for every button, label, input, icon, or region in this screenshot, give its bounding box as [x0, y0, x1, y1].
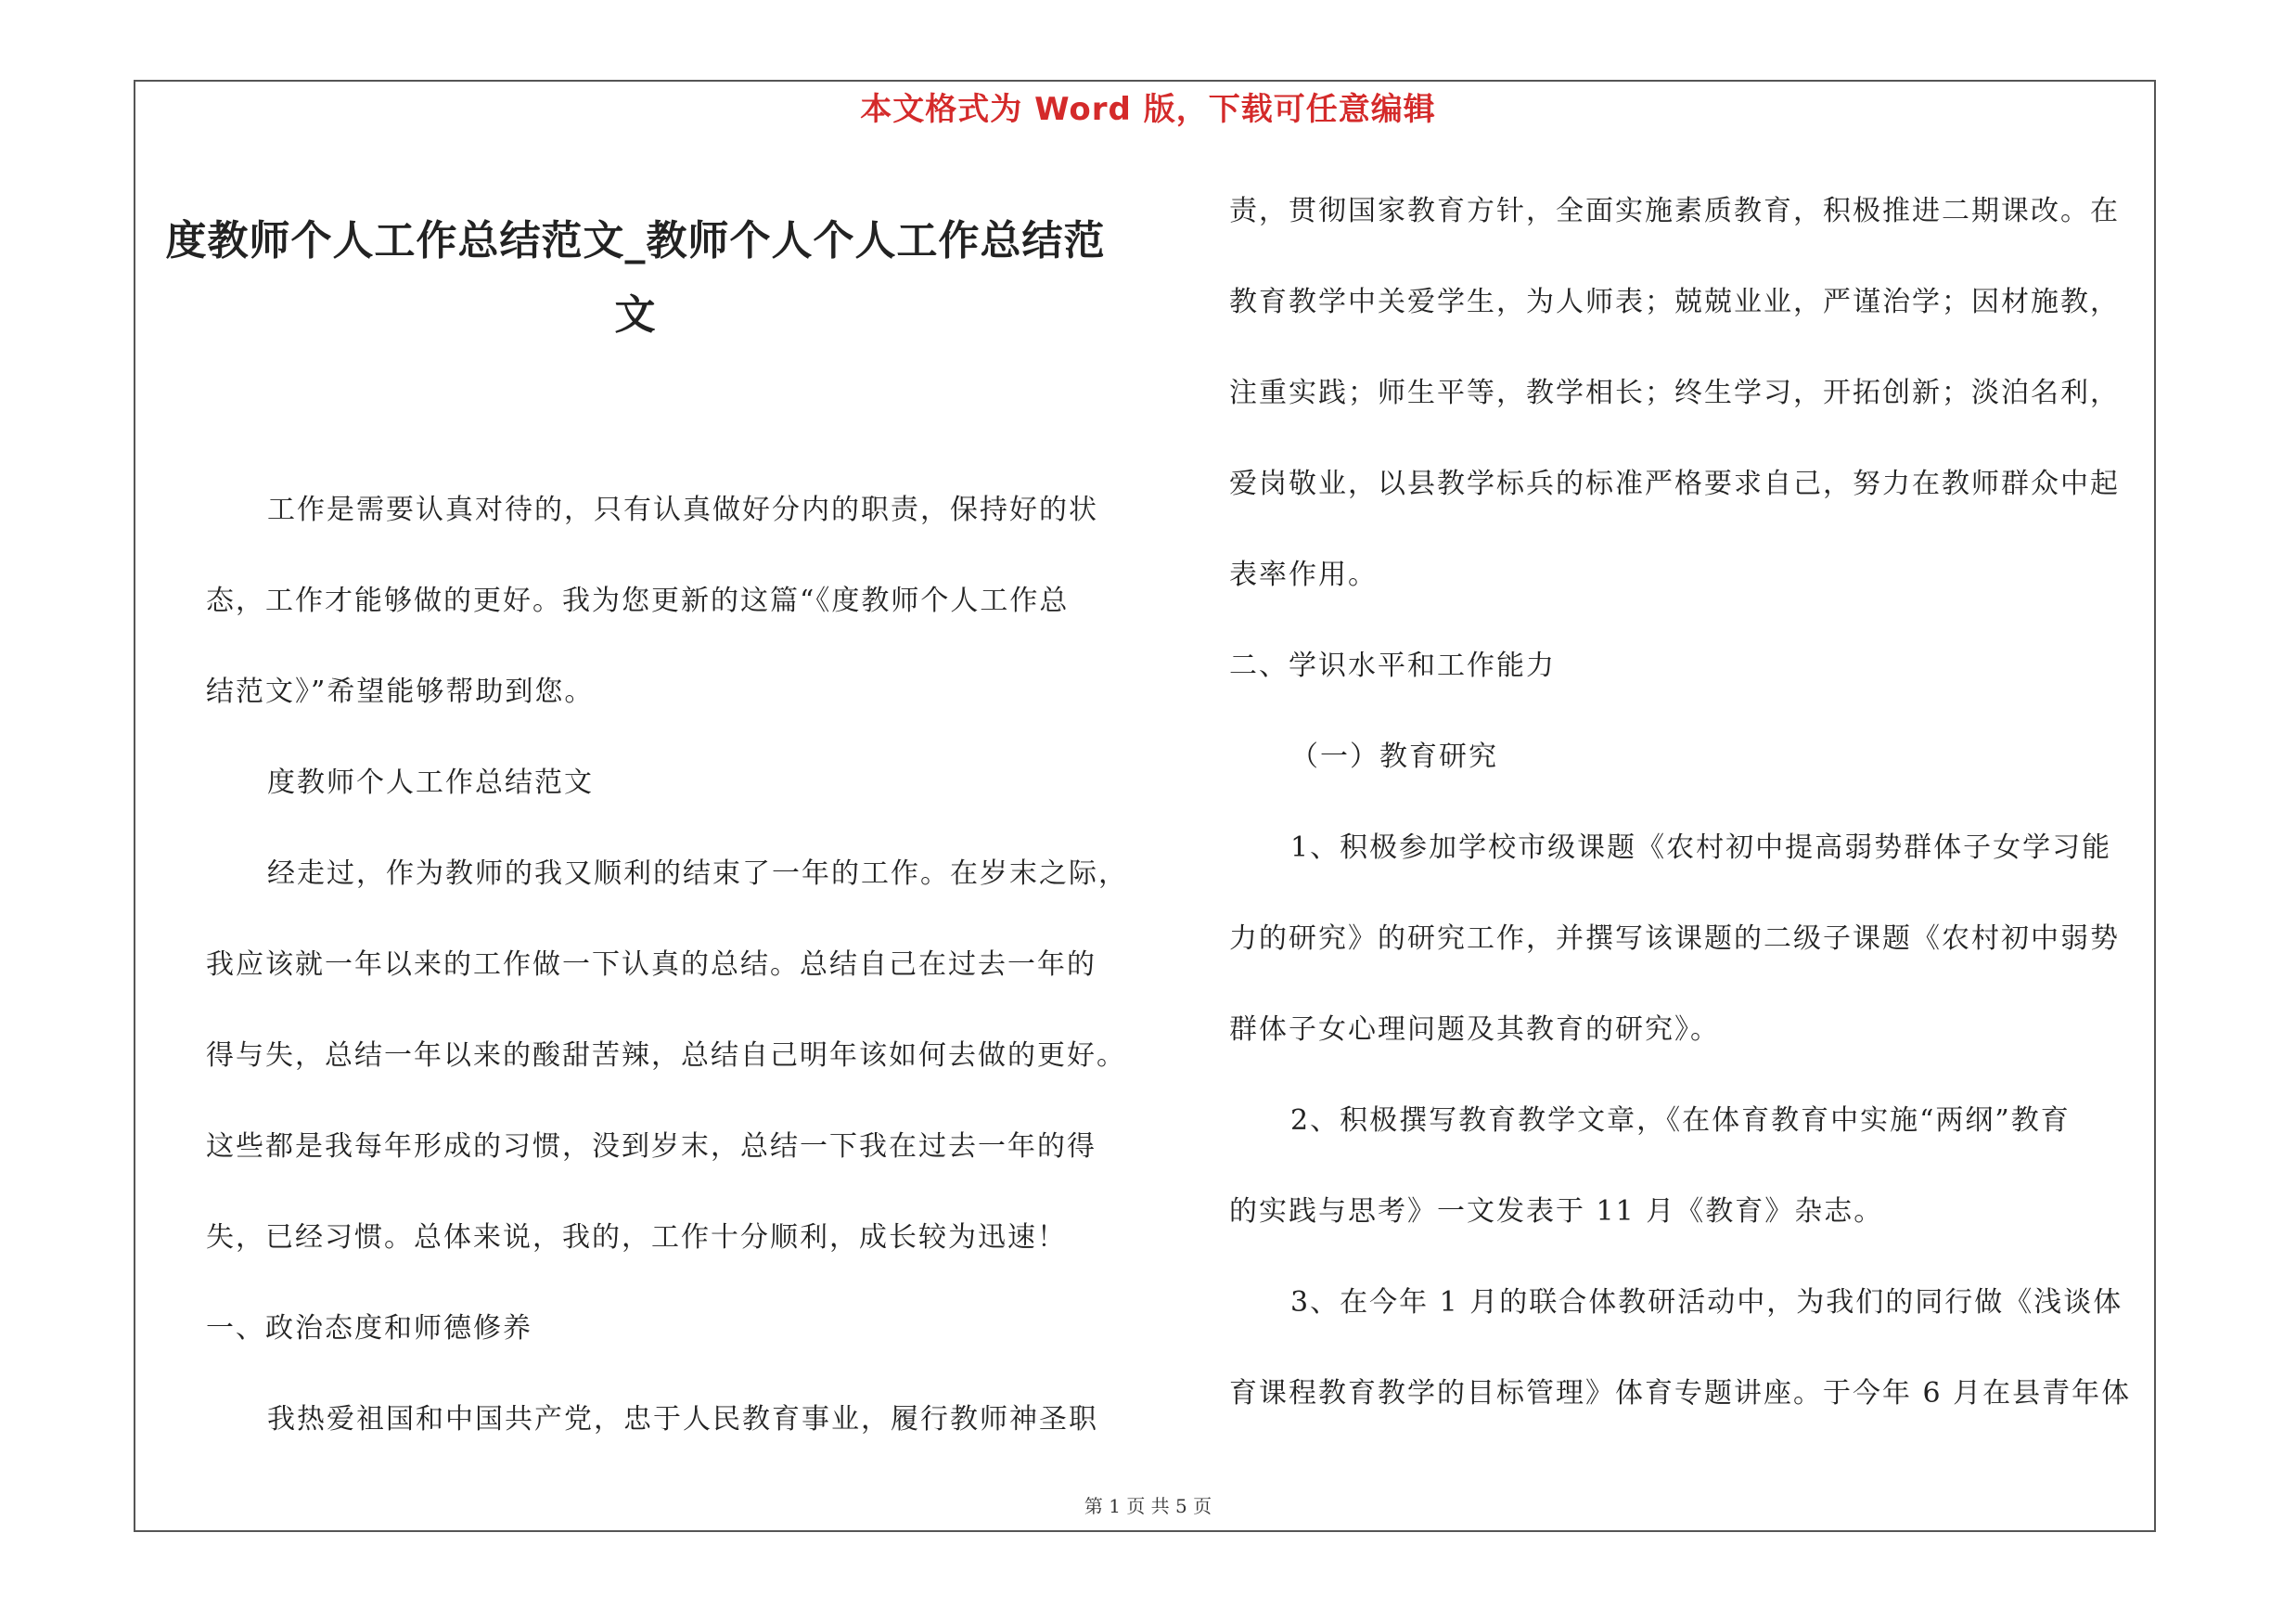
paragraph-line: 教育教学中关爱学生，为人师表；兢兢业业，严谨治学；因材施教， — [1229, 286, 2120, 318]
paragraph-line: 结范文》”希望能够帮助到您。 — [206, 676, 595, 708]
subsection-heading: （一）教育研究 — [1290, 741, 1498, 773]
paragraph-line: 2、积极撰写教育教学文章，《在体育教育中实施“两纲”教育 — [1290, 1104, 2071, 1137]
paragraph-line: 表率作用。 — [1229, 559, 1378, 591]
paragraph-line: 我应该就一年以来的工作做一下认真的总结。总结自己在过去一年的 — [206, 948, 1097, 981]
paragraph-line: 失，已经习惯。总体来说，我的，工作十分顺利，成长较为迅速！ — [206, 1221, 1067, 1254]
paragraph-line: 3、在今年 1 月的联合体教研活动中，为我们的同行做《浅谈体 — [1290, 1286, 2123, 1319]
section-heading: 二、学识水平和工作能力 — [1229, 650, 1556, 682]
paragraph-line: 群体子女心理问题及其教育的研究》。 — [1229, 1013, 1720, 1046]
document-title — [148, 204, 1122, 353]
page-number: 第 1 页 共 5 页 — [1084, 1495, 1212, 1517]
paragraph-line: 注重实践；师生平等，教学相长；终生学习，开拓创新；淡泊名利， — [1229, 377, 2120, 409]
paragraph-line: 育课程教育教学的目标管理》体育专题讲座。于今年 6 月在县青年体 — [1229, 1377, 2132, 1410]
paragraph-line: 1、积极参加学校市级课题《农村初中提高弱势群体子女学习能 — [1290, 831, 2112, 864]
paragraph-line: 得与失，总结一年以来的酸甜苦辣，总结自己明年该如何去做的更好。 — [206, 1039, 1126, 1072]
paragraph-line: 的实践与思考》一文发表于 11 月《教育》杂志。 — [1229, 1195, 1884, 1228]
paragraph-line: 爱岗敬业，以县教学标兵的标准严格要求自己，努力在教师群众中起 — [1229, 468, 2120, 500]
paragraph-line: 我热爱祖国和中国共产党，忠于人民教育事业，履行教师神圣职 — [267, 1403, 1098, 1436]
paragraph-line: 工作是需要认真对待的，只有认真做好分内的职责，保持好的状 — [267, 494, 1098, 526]
paragraph-line: 责，贯彻国家教育方针，全面实施素质教育，积极推进二期课改。在 — [1229, 195, 2120, 227]
paragraph-line: 经走过，作为教师的我又顺利的结束了一年的工作。在岁末之际， — [267, 857, 1128, 890]
paragraph-line: 这些都是我每年形成的习惯，没到岁末，总结一下我在过去一年的得 — [206, 1130, 1097, 1163]
title-line-2: 文 — [614, 291, 657, 339]
paragraph-line: 力的研究》的研究工作，并撰写该课题的二级子课题《农村初中弱势 — [1229, 922, 2120, 955]
section-heading: 度教师个人工作总结范文 — [267, 766, 594, 799]
paragraph-line: 态，工作才能够做的更好。我为您更新的这篇“《度教师个人工作总 — [206, 585, 1070, 617]
section-heading: 一、政治态度和师德修养 — [206, 1312, 532, 1345]
title-line-1: 度教师个人工作总结范文_教师个人个人工作总结范 — [165, 217, 1106, 264]
format-banner: 本文格式为 Word 版，下载可任意编辑 — [860, 91, 1436, 128]
